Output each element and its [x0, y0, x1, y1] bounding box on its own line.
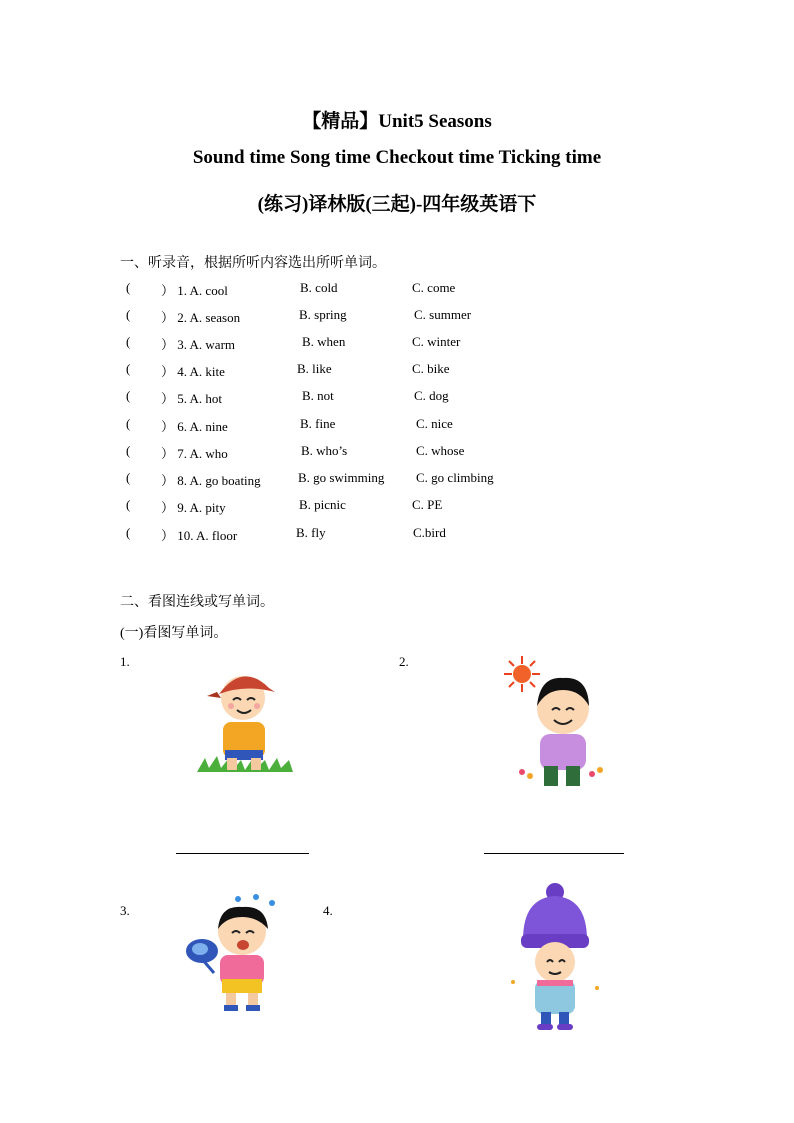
question-option-a: ） 3. A. warm — [161, 337, 236, 352]
question-row — [0, 334, 794, 354]
question-option-b: B. who’s — [301, 443, 348, 458]
question-option-a: ） 1. A. cool — [161, 283, 228, 298]
question-option-a: ） 9. A. pity — [161, 500, 226, 515]
paren-open[interactable]: ( — [126, 470, 131, 485]
question-option-a: ） 4. A. kite — [161, 364, 225, 379]
question-option-a: ） 6. A. nine — [161, 419, 228, 434]
question-option-c: C. go climbing — [416, 470, 494, 485]
question-option-b: B. like — [297, 361, 332, 376]
section2-heading: 二、看图连线或写单词。 — [120, 595, 274, 610]
question-option-c: C. PE — [412, 497, 443, 512]
question-row — [0, 416, 794, 436]
question-option-a: ） 8. A. go boating — [161, 473, 261, 488]
question-option-c: C. nice — [416, 416, 453, 431]
boy-sun-image — [500, 654, 610, 794]
question-option-b: B. picnic — [299, 497, 346, 512]
question-option-a: ） 10. A. floor — [161, 528, 238, 543]
answer-line-2[interactable] — [484, 853, 624, 854]
paren-open[interactable]: ( — [126, 443, 131, 458]
question-option-c: C. bike — [412, 361, 450, 376]
paren-open[interactable]: ( — [126, 361, 131, 376]
item-number-2: 2. — [399, 654, 409, 669]
question-option-c: C. winter — [412, 334, 461, 349]
paren-open[interactable]: ( — [126, 416, 131, 431]
question-option-b: B. spring — [299, 307, 347, 322]
question-option-a: ） 7. A. who — [161, 446, 228, 461]
section2-subheading: (一)看图写单词。 — [120, 626, 228, 641]
hot-boy-fan-image — [184, 893, 289, 1013]
boy-winter-hat-image — [505, 882, 605, 1032]
question-row — [0, 470, 794, 490]
question-row — [0, 443, 794, 463]
question-option-a: ） 5. A. hot — [161, 391, 223, 406]
item-number-4: 4. — [323, 903, 333, 918]
question-option-b: B. fine — [300, 416, 336, 431]
item-number-1: 1. — [120, 654, 130, 669]
paren-open[interactable]: ( — [126, 388, 131, 403]
question-option-b: B. fly — [296, 525, 326, 540]
question-option-b: B. go swimming — [298, 470, 385, 485]
question-row — [0, 497, 794, 517]
question-option-c: C.bird — [413, 525, 446, 540]
question-row — [0, 388, 794, 408]
question-option-b: B. cold — [300, 280, 338, 295]
title-line-3: (练习)译林版(三起)-四年级英语下 — [257, 194, 537, 215]
question-option-b: B. not — [302, 388, 334, 403]
question-option-b: B. when — [302, 334, 346, 349]
question-row — [0, 525, 794, 545]
question-row — [0, 280, 794, 300]
question-option-c: C. come — [412, 280, 456, 295]
title-line-1: 【精品】Unit5 Seasons — [302, 111, 492, 132]
paren-open[interactable]: ( — [126, 497, 131, 512]
boy-cap-grass-image — [195, 664, 295, 776]
section1-heading: 一、听录音，根据所听内容选出所听单词。 — [120, 256, 386, 271]
question-option-a: ） 2. A. season — [161, 310, 241, 325]
question-option-c: C. dog — [414, 388, 449, 403]
question-row — [0, 361, 794, 381]
question-option-c: C. summer — [414, 307, 472, 322]
paren-open[interactable]: ( — [126, 280, 131, 295]
paren-open[interactable]: ( — [126, 307, 131, 322]
question-option-c: C. whose — [416, 443, 465, 458]
answer-line-1[interactable] — [176, 853, 309, 854]
paren-open[interactable]: ( — [126, 334, 131, 349]
item-number-3: 3. — [120, 903, 130, 918]
title-line-2: Sound time Song time Checkout time Ticking time — [192, 147, 602, 168]
paren-open[interactable]: ( — [126, 525, 131, 540]
question-row — [0, 307, 794, 327]
